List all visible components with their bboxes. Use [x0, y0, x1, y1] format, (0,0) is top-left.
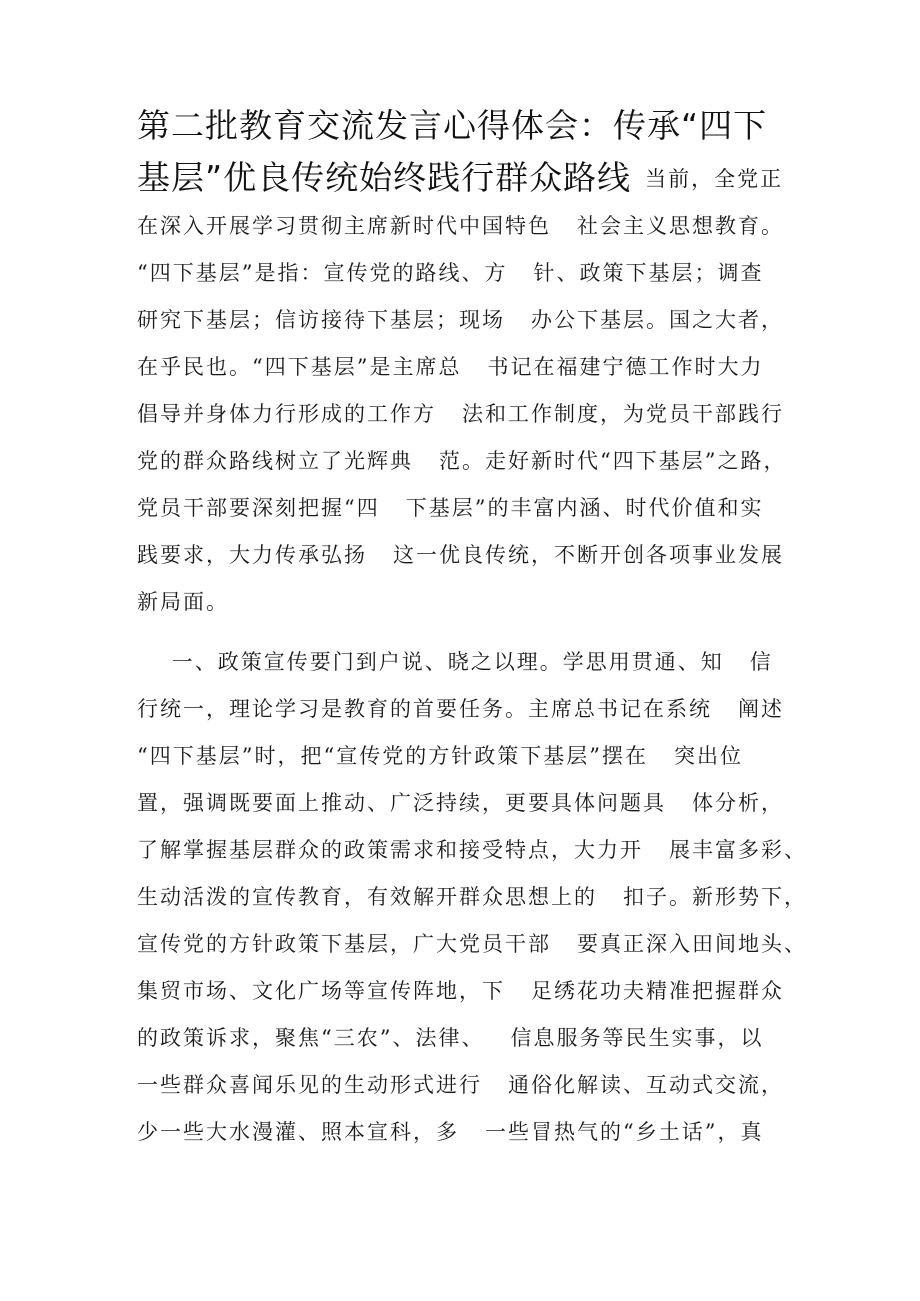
- body-line: 在深入开展学习贯彻主席新时代中国特色 社会主义思想教育。: [137, 214, 785, 238]
- body-line: 倡导并身体力行形成的工作方 法和工作制度，为党员干部践行: [137, 402, 785, 426]
- body-line: 生动活泼的宣传教育，有效解开群众思想上的 扣子。新形势下，: [137, 885, 808, 909]
- body-line: 一、政策宣传要门到户说、晓之以理。学思用贯通、知 信: [137, 650, 773, 674]
- document-title-text: 基层”优良传统始终践行群众路线: [137, 158, 632, 197]
- body-line: 党员干部要深刻把握“四 下基层”的丰富内涵、时代价值和实: [137, 496, 764, 520]
- body-line: 新局面。: [137, 590, 229, 614]
- body-lead-text: 当前，全党正: [645, 167, 784, 191]
- body-line: 在乎民也。“四下基层”是主席总 书记在福建宁德工作时大力: [137, 355, 764, 379]
- body-line: “四下基层”是指：宣传党的路线、方 针、政策下基层；调查: [137, 261, 764, 285]
- body-line: 践要求，大力传承弘扬 这一优良传统，不断开创各项事业发展: [137, 543, 785, 567]
- body-line: 的政策诉求，聚焦“三农”、法律、 信息服务等民生实事，以: [137, 1026, 764, 1050]
- body-line: 了解掌握基层群众的政策需求和接受特点，大力开 展丰富多彩、: [137, 838, 808, 862]
- document-title-line-2: [137, 158, 783, 199]
- body-line: 置，强调既要面上推动、广泛持续，更要具体问题具 体分析，: [137, 791, 785, 815]
- body-line: 集贸市场、文化广场等宣传阵地，下 足绣花功夫精准把握群众: [137, 979, 785, 1003]
- document-title-line-1: 第二批教育交流发言心得体会：传承“四下: [137, 106, 768, 145]
- body-line: “四下基层”时，把“宣传党的方针政策下基层”摆在 突出位: [137, 744, 743, 768]
- body-line: 研究下基层；信访接待下基层；现场 办公下基层。国之大者，: [137, 308, 785, 332]
- body-line: 党的群众路线树立了光辉典 范。走好新时代“四下基层”之路，: [137, 449, 787, 473]
- body-line: 宣传党的方针政策下基层，广大党员干部 要真正深入田间地头、: [137, 932, 808, 956]
- body-line: 少一些大水漫灌、照本宣科，多 一些冒热气的“乡土话”，真: [137, 1120, 764, 1144]
- body-line: 一些群众喜闻乐见的生动形式进行 通俗化解读、互动式交流，: [137, 1073, 785, 1097]
- body-line: 行统一，理论学习是教育的首要任务。主席总书记在系统 阐述: [137, 697, 785, 721]
